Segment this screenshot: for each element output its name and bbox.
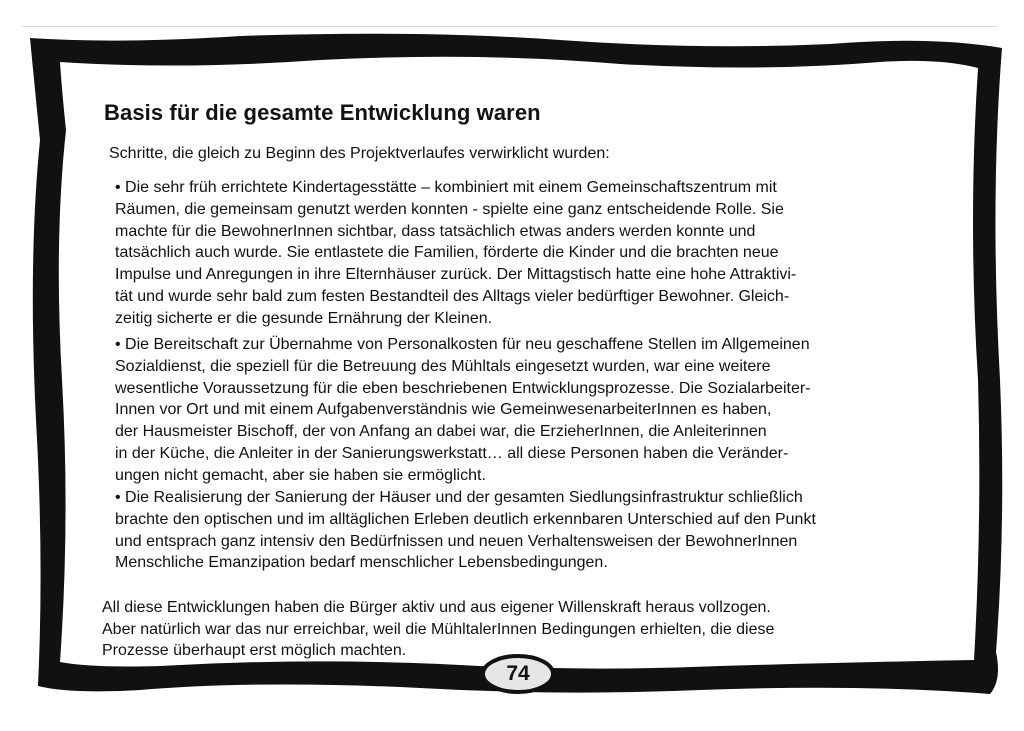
text-line: und entsprach ganz intensiv den Bedürfnissen und neuen Verhaltensweisen der BewohnerInnen bbox=[115, 532, 798, 550]
bullet-item-2 bbox=[115, 334, 811, 487]
text-line: der Hausmeister Bischoff, der von Anfang an dabei war, die ErzieherInnen, die Anleiterinnen bbox=[115, 423, 767, 441]
text-line: Sozialdienst, die speziell für die Betreuung des Mühltals eingesetzt wurden, war eine weitere bbox=[115, 357, 771, 375]
text-line: Prozesse überhaupt erst möglich machten. bbox=[102, 642, 407, 659]
intro-text: Schritte, die gleich zu Beginn des Projektverlaufes verwirklicht wurden: bbox=[109, 145, 610, 162]
text-line: • Die Bereitschaft zur Übernahme von Personalkosten für neu geschaffene Stellen im Allgemeinen bbox=[115, 336, 810, 353]
text-line: tät und wurde sehr bald zum festen Bestandteil des Alltags vieler bedürftiger Bewohner. Gleich- bbox=[115, 287, 790, 305]
bullet-item-1 bbox=[115, 177, 796, 330]
text-line: Menschliche Emanzipation bedarf menschlicher Lebensbedingungen. bbox=[115, 554, 608, 572]
text-line: Innen vor Ort und mit einem Aufgabenverständnis wie GemeinwesenarbeiterInnen es haben, bbox=[115, 401, 772, 419]
text-line: • Die Realisierung der Sanierung der Häuser und der gesamten Siedlungsinfrastruktur schließlich bbox=[115, 489, 803, 506]
text-line: Impulse und Anregungen in ihre Elternhäuser zurück. Der Mittagstisch hatte eine hohe Attraktivi- bbox=[115, 266, 797, 284]
page-number: 74 bbox=[506, 662, 530, 685]
text-line: Aber natürlich war das nur erreichbar, weil die MühltalerInnen Bedingungen erhielten, die diese bbox=[102, 620, 775, 638]
text-line: tatsächlich auch wurde. Sie entlastete die Familien, förderte die Kinder und die brachten neue bbox=[115, 244, 779, 262]
text-line: • Die sehr früh errichtete Kindertagesstätte – kombiniert mit einem Gemeinschaftszentrum mit bbox=[115, 179, 777, 196]
text-line: machte für die BewohnerInnen sichtbar, dass tatsächlich etwas anders werden konnte und bbox=[115, 222, 756, 240]
text-line: brachte den optischen und im alltäglichen Erleben deutlich erkennbaren Unterschied auf den Punkt bbox=[115, 510, 816, 528]
text-line: in der Küche, die Anleiter in der Sanierungswerkstatt… all diese Personen haben die Veränder- bbox=[115, 444, 789, 462]
text-line: zeitig sicherte er die gesunde Ernährung der Kleinen. bbox=[115, 309, 493, 327]
text-line: Räumen, die gemeinsam genutzt werden konnten - spielte eine ganz entscheidende Rolle. Sie bbox=[115, 200, 784, 218]
text-line: All diese Entwicklungen haben die Bürger aktiv und aus eigener Willenskraft heraus vollzogen. bbox=[102, 599, 771, 616]
closing-paragraph bbox=[102, 597, 774, 662]
page-title: Basis für die gesamte Entwicklung waren bbox=[104, 100, 541, 125]
bullet-item-3 bbox=[115, 487, 816, 574]
text-line: ungen nicht gemacht, aber sie haben sie ermöglicht. bbox=[115, 466, 486, 484]
text-line: wesentliche Voraussetzung für die eben beschriebenen Entwicklungsprozesse. Die Sozialarbeiter- bbox=[115, 379, 811, 397]
